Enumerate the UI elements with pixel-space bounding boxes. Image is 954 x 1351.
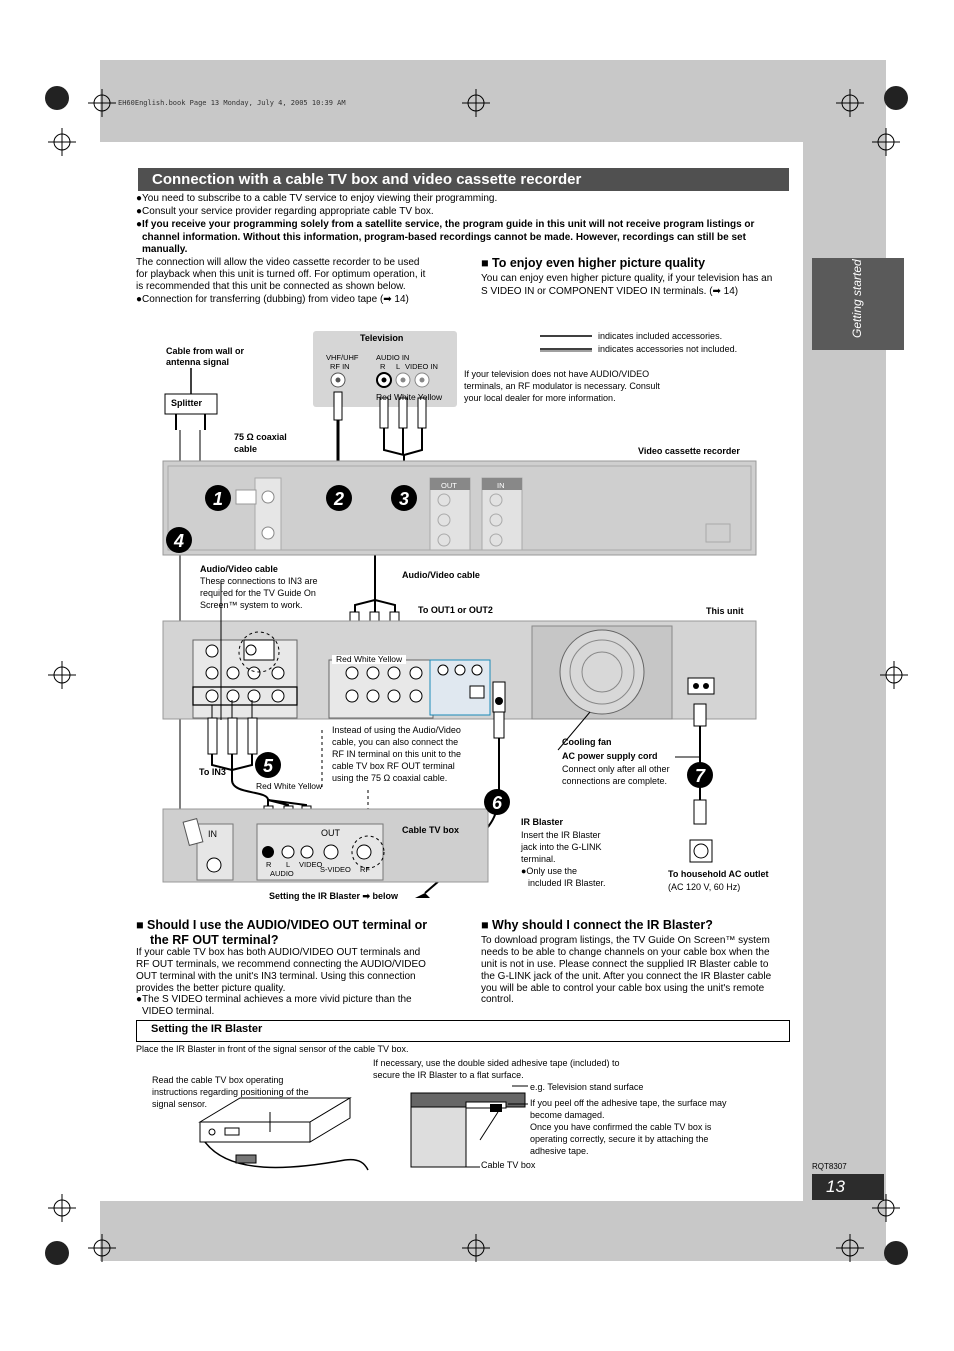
setting-peel: Once you have confirmed the cable TV box is [530,1122,712,1132]
step-2: 2 [333,489,345,509]
connection-text: The connection will allow the video cassette recorder to be used [136,257,420,268]
cable-box-label: Cable TV box [402,825,460,835]
tv-l-label: L [396,362,401,371]
intro-bullet: ●You need to subscribe to a cable TV service to enjoy viewing their programming. [136,193,498,204]
box-cable-colors: Red White Yellow [256,781,323,791]
setting-cable-box: Cable TV box [481,1160,536,1170]
instead-note: using the 75 Ω coaxial cable. [332,773,448,783]
av-cable-left-text: Screen™ system to work. [200,600,303,610]
to-out-label: To OUT1 or OUT2 [418,605,493,615]
box-out-label: OUT [321,828,340,838]
setting-read: Read the cable TV box operating [152,1075,284,1085]
why-ir-text: the G-LINK jack of the unit. After you connect the IR Blaster cable [481,971,772,982]
unit-cable-colors: Red White Yellow [332,655,406,664]
av-cable-left-title: Audio/Video cable [200,564,278,574]
box-rf-label: RF [360,865,370,874]
tv-audio-in-label: AUDIO IN [376,353,410,362]
box-svideo-label: S-VIDEO [320,865,351,874]
ir-blaster-text: Insert the IR Blaster [521,830,601,840]
cooling-fan-label: Cooling fan [562,737,612,747]
step-3: 3 [398,489,410,509]
av-cable-left-text: These connections to IN3 are [200,576,318,586]
setting-tape: If necessary, use the double sided adhesive tape (included) to [373,1058,620,1068]
household-spec: (AC 120 V, 60 Hz) [668,882,741,892]
should-use-heading: the RF OUT terminal? [150,933,279,947]
ir-blaster-title: IR Blaster [521,817,564,827]
legend-not-included: indicates accessories not included. [598,344,738,354]
vcr-out-label: OUT [441,481,457,490]
setting-heading: Setting the IR Blaster [151,1023,263,1035]
why-ir-text: needs to be able to change channels on your cable box when the [481,947,770,958]
section-title: Connection with a cable TV box and video cassette recorder [138,168,789,191]
intro-bullet-cont: channel information. Without this information, program-based recordings cannot be made. However, recordings can still be set [142,232,746,243]
enjoy-heading: ■ To enjoy even higher picture quality [481,256,706,270]
coax-label: 75 Ω coaxial [234,432,287,442]
enjoy-text: You can enjoy even higher picture quality, if your television has an [481,273,773,284]
instead-note: Instead of using the Audio/Video [332,725,461,735]
tv-video-in-label: VIDEO IN [405,362,438,371]
vcr-in-label: IN [497,481,505,490]
section-tab-label: Getting started [850,259,864,338]
enjoy-text: S VIDEO IN or COMPONENT VIDEO IN terminals. (➡ 14) [481,286,739,297]
setting-tape: secure the IR Blaster to a flat surface. [373,1070,524,1080]
setting-eg: e.g. Television stand surface [530,1082,644,1092]
should-use-text: If your cable TV box has both AUDIO/VIDEO OUT terminals and [136,947,421,958]
connection-text: ●Connection for transferring (dubbing) from video tape (➡ 14) [136,294,409,305]
setting-below-label: Setting the IR Blaster ➡ below [269,891,399,901]
should-use-text: ●The S VIDEO terminal achieves a more vivid picture than the [136,994,412,1005]
box-r-label: R [266,860,272,869]
box-l-label: L [286,860,291,869]
step-4: 4 [173,531,185,551]
coax-label: cable [234,444,258,454]
should-use-heading: ■ Should I use the AUDIO/VIDEO OUT terminal or [136,918,428,932]
setting-peel: If you peel off the adhesive tape, the surface may [530,1098,727,1108]
legend-included: indicates included accessories. [598,331,723,341]
setting-peel: operating correctly, secure it by attaching the [530,1134,709,1144]
tv-rf-in-label: RF IN [330,362,350,371]
rf-modulator-note: If your television does not have AUDIO/VIDEO [464,369,650,379]
to-in3-label: To IN3 [199,767,226,777]
box-audio-label: AUDIO [270,869,294,878]
connection-text: is recommended that this unit be connected as shown below. [136,281,406,292]
cable-wall-label: Cable from wall or [166,346,245,356]
box-video-label: VIDEO [299,860,323,869]
setting-peel: adhesive tape. [530,1146,589,1156]
setting-peel: become damaged. [530,1110,605,1120]
setting-read: signal sensor. [152,1099,208,1109]
should-use-text: provides the better picture quality. [136,983,286,994]
step-5: 5 [262,756,274,776]
tv-vhf-label: VHF/UHF [326,353,359,362]
step-1: 1 [212,489,224,509]
instead-note: RF IN terminal on this unit to the [332,749,462,759]
why-ir-heading: ■ Why should I connect the IR Blaster? [481,918,713,932]
connection-text: for playback when this unit is turned off. For optimum operation, it [136,269,426,280]
this-unit-label: This unit [706,606,744,616]
should-use-text: OUT terminal with the unit's IN3 terminal. Using this connection [136,971,416,982]
intro-bullet: ●If you receive your programming solely from a satellite service, the program guide in this unit will not receive program listings or [136,219,755,230]
television-label: Television [360,333,404,343]
why-ir-text: you will be able to control your cable box using the unit's remote [481,983,765,994]
should-use-text: VIDEO terminal. [142,1006,215,1017]
household-label: To household AC outlet [668,869,769,879]
ir-blaster-text: ●Only use the [521,866,577,876]
step-7: 7 [694,766,706,786]
rf-modulator-note: terminals, an RF modulator is necessary. Consult [464,381,660,391]
av-cable-left-text: required for the TV Guide On [200,588,316,598]
step-6: 6 [491,793,503,813]
cable-wall-label: antenna signal [166,357,230,367]
box-in-label: IN [208,829,217,839]
av-cable-mid-label: Audio/Video cable [402,570,480,580]
why-ir-text: control. [481,994,514,1005]
page-number: 13 [812,1174,884,1200]
why-ir-text: unit is not in use. Please connect the supplied IR Blaster cable to [481,959,769,970]
should-use-text: RF OUT terminals, we recommend connecting the AUDIO/VIDEO [136,959,426,970]
splitter-label: Splitter [171,398,203,408]
rf-modulator-note: your local dealer for more information. [464,393,616,403]
ir-blaster-text: included IR Blaster. [528,878,606,888]
intro-bullet-cont: manually. [142,244,188,255]
tv-r-label: R [380,362,386,371]
vcr-label: Video cassette recorder [638,446,740,456]
ir-blaster-text: jack into the G-LINK [521,842,602,852]
instead-note: cable TV box RF OUT terminal [332,761,455,771]
document-code: RQT8307 [812,1162,847,1171]
ir-blaster-text: terminal. [521,854,556,864]
ac-cord-title: AC power supply cord [562,751,658,761]
why-ir-text: To download program listings, the TV Guide On Screen™ system [481,935,770,946]
setting-read: instructions regarding positioning of the [152,1087,309,1097]
tv-cable-colors: Red White Yellow [376,392,443,402]
setting-place: Place the IR Blaster in front of the signal sensor of the cable TV box. [136,1044,409,1054]
ac-cord-text: Connect only after all other [562,764,670,774]
ac-cord-text: connections are complete. [562,776,668,786]
print-header: EH60English.book Page 13 Monday, July 4, 2005 10:39 AM [118,99,346,107]
intro-bullet: ●Consult your service provider regarding appropriate cable TV box. [136,206,434,217]
instead-note: cable, you can also connect the [332,737,459,747]
